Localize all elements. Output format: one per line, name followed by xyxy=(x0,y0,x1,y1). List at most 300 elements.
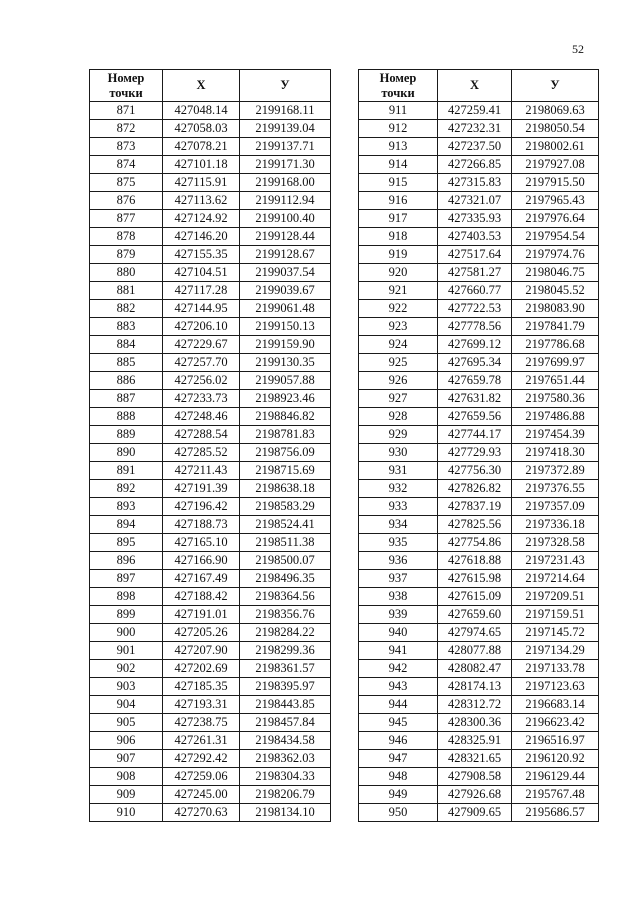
cell-x: 427292.42 xyxy=(163,750,240,768)
cell-x: 428325.91 xyxy=(438,732,512,750)
cell-y: 2196516.97 xyxy=(512,732,599,750)
table-row xyxy=(90,264,331,282)
cell-x: 427659.56 xyxy=(438,408,512,426)
cell-point-number: 944 xyxy=(359,696,438,714)
table-header-row xyxy=(359,70,599,102)
cell-point-number: 887 xyxy=(90,390,163,408)
cell-x: 427232.31 xyxy=(438,120,512,138)
cell-point-number: 885 xyxy=(90,354,163,372)
cell-x: 428082.47 xyxy=(438,660,512,678)
cell-y: 2197580.36 xyxy=(512,390,599,408)
cell-y: 2197954.54 xyxy=(512,228,599,246)
cell-x: 427196.42 xyxy=(163,498,240,516)
cell-y: 2195686.57 xyxy=(512,804,599,822)
cell-y: 2198395.97 xyxy=(240,678,331,696)
table-row xyxy=(90,138,331,156)
cell-point-number: 905 xyxy=(90,714,163,732)
cell-y: 2198434.58 xyxy=(240,732,331,750)
cell-y: 2198923.46 xyxy=(240,390,331,408)
cell-x: 427259.06 xyxy=(163,768,240,786)
cell-point-number: 925 xyxy=(359,354,438,372)
cell-point-number: 942 xyxy=(359,660,438,678)
cell-y: 2197699.97 xyxy=(512,354,599,372)
table-row xyxy=(359,390,599,408)
table-row xyxy=(90,804,331,822)
cell-x: 427248.46 xyxy=(163,408,240,426)
table-row xyxy=(90,192,331,210)
table-row xyxy=(90,282,331,300)
cell-point-number: 927 xyxy=(359,390,438,408)
cell-point-number: 871 xyxy=(90,102,163,120)
cell-point-number: 935 xyxy=(359,534,438,552)
coordinates-table-left xyxy=(89,69,331,822)
table-row xyxy=(359,516,599,534)
cell-x: 427403.53 xyxy=(438,228,512,246)
cell-y: 2199130.35 xyxy=(240,354,331,372)
cell-x: 427826.82 xyxy=(438,480,512,498)
cell-point-number: 876 xyxy=(90,192,163,210)
cell-point-number: 902 xyxy=(90,660,163,678)
table-row xyxy=(359,570,599,588)
cell-x: 428321.65 xyxy=(438,750,512,768)
cell-point-number: 936 xyxy=(359,552,438,570)
cell-y: 2198045.52 xyxy=(512,282,599,300)
cell-point-number: 893 xyxy=(90,498,163,516)
cell-x: 427660.77 xyxy=(438,282,512,300)
cell-point-number: 930 xyxy=(359,444,438,462)
table-row xyxy=(359,120,599,138)
cell-point-number: 896 xyxy=(90,552,163,570)
table-row xyxy=(359,606,599,624)
cell-point-number: 892 xyxy=(90,480,163,498)
cell-x: 427615.98 xyxy=(438,570,512,588)
cell-x: 427144.95 xyxy=(163,300,240,318)
cell-x: 428077.88 xyxy=(438,642,512,660)
cell-y: 2197159.51 xyxy=(512,606,599,624)
cell-point-number: 911 xyxy=(359,102,438,120)
table-row xyxy=(359,534,599,552)
table-row xyxy=(359,462,599,480)
table-row xyxy=(359,174,599,192)
cell-point-number: 950 xyxy=(359,804,438,822)
table-row xyxy=(90,120,331,138)
cell-y: 2197372.89 xyxy=(512,462,599,480)
table-row xyxy=(90,534,331,552)
table-row xyxy=(359,588,599,606)
cell-y: 2197974.76 xyxy=(512,246,599,264)
cell-y: 2196120.92 xyxy=(512,750,599,768)
cell-y: 2198364.56 xyxy=(240,588,331,606)
cell-x: 427754.86 xyxy=(438,534,512,552)
cell-x: 427202.69 xyxy=(163,660,240,678)
table-row xyxy=(90,624,331,642)
table-row xyxy=(90,696,331,714)
table-row xyxy=(90,390,331,408)
cell-y: 2199128.67 xyxy=(240,246,331,264)
table-row xyxy=(359,714,599,732)
cell-point-number: 912 xyxy=(359,120,438,138)
cell-point-number: 928 xyxy=(359,408,438,426)
cell-point-number: 906 xyxy=(90,732,163,750)
cell-y: 2199171.30 xyxy=(240,156,331,174)
cell-point-number: 898 xyxy=(90,588,163,606)
cell-x: 428300.36 xyxy=(438,714,512,732)
cell-x: 427659.60 xyxy=(438,606,512,624)
table-row xyxy=(359,354,599,372)
cell-point-number: 903 xyxy=(90,678,163,696)
cell-x: 427315.83 xyxy=(438,174,512,192)
cell-x: 427101.18 xyxy=(163,156,240,174)
table-row xyxy=(90,372,331,390)
cell-y: 2199150.13 xyxy=(240,318,331,336)
cell-x: 427188.42 xyxy=(163,588,240,606)
table-row xyxy=(359,480,599,498)
cell-point-number: 949 xyxy=(359,786,438,804)
cell-point-number: 926 xyxy=(359,372,438,390)
cell-y: 2197145.72 xyxy=(512,624,599,642)
cell-point-number: 918 xyxy=(359,228,438,246)
cell-x: 427191.01 xyxy=(163,606,240,624)
cell-y: 2197134.29 xyxy=(512,642,599,660)
cell-x: 427166.90 xyxy=(163,552,240,570)
cell-point-number: 946 xyxy=(359,732,438,750)
table-row xyxy=(359,498,599,516)
table-row xyxy=(359,192,599,210)
cell-x: 427233.73 xyxy=(163,390,240,408)
cell-x: 427115.91 xyxy=(163,174,240,192)
cell-point-number: 897 xyxy=(90,570,163,588)
cell-point-number: 900 xyxy=(90,624,163,642)
cell-point-number: 919 xyxy=(359,246,438,264)
cell-y: 2198361.57 xyxy=(240,660,331,678)
table-row xyxy=(359,732,599,750)
table-row xyxy=(359,552,599,570)
cell-y: 2199139.04 xyxy=(240,120,331,138)
table-row xyxy=(90,336,331,354)
cell-y: 2198524.41 xyxy=(240,516,331,534)
cell-y: 2196683.14 xyxy=(512,696,599,714)
cell-x: 427185.35 xyxy=(163,678,240,696)
cell-point-number: 879 xyxy=(90,246,163,264)
cell-y: 2199037.54 xyxy=(240,264,331,282)
cell-point-number: 888 xyxy=(90,408,163,426)
cell-x: 427744.17 xyxy=(438,426,512,444)
cell-x: 427581.27 xyxy=(438,264,512,282)
cell-x: 427631.82 xyxy=(438,390,512,408)
cell-y: 2199168.00 xyxy=(240,174,331,192)
cell-y: 2197651.44 xyxy=(512,372,599,390)
cell-x: 427211.43 xyxy=(163,462,240,480)
header-x: X xyxy=(438,70,512,102)
cell-point-number: 938 xyxy=(359,588,438,606)
table-row xyxy=(359,624,599,642)
table-row xyxy=(90,714,331,732)
cell-point-number: 908 xyxy=(90,768,163,786)
cell-y: 2198846.82 xyxy=(240,408,331,426)
table-row xyxy=(90,516,331,534)
cell-x: 427048.14 xyxy=(163,102,240,120)
cell-y: 2197376.55 xyxy=(512,480,599,498)
cell-point-number: 881 xyxy=(90,282,163,300)
cell-y: 2197841.79 xyxy=(512,318,599,336)
cell-x: 427825.56 xyxy=(438,516,512,534)
cell-y: 2198362.03 xyxy=(240,750,331,768)
table-row xyxy=(90,732,331,750)
cell-point-number: 901 xyxy=(90,642,163,660)
cell-x: 427117.28 xyxy=(163,282,240,300)
cell-x: 427756.30 xyxy=(438,462,512,480)
table-row xyxy=(359,282,599,300)
cell-y: 2198284.22 xyxy=(240,624,331,642)
cell-x: 427259.41 xyxy=(438,102,512,120)
table-row xyxy=(359,300,599,318)
table-row xyxy=(90,444,331,462)
cell-point-number: 943 xyxy=(359,678,438,696)
cell-point-number: 910 xyxy=(90,804,163,822)
table-row xyxy=(359,156,599,174)
cell-y: 2197915.50 xyxy=(512,174,599,192)
cell-x: 427699.12 xyxy=(438,336,512,354)
cell-x: 427193.31 xyxy=(163,696,240,714)
cell-y: 2197976.64 xyxy=(512,210,599,228)
cell-x: 427238.75 xyxy=(163,714,240,732)
table-row xyxy=(359,264,599,282)
cell-x: 427229.67 xyxy=(163,336,240,354)
cell-point-number: 913 xyxy=(359,138,438,156)
table-row xyxy=(359,138,599,156)
table-row xyxy=(90,768,331,786)
cell-point-number: 889 xyxy=(90,426,163,444)
table-row xyxy=(90,552,331,570)
header-point-line1: Номер xyxy=(107,70,145,85)
cell-y: 2198304.33 xyxy=(240,768,331,786)
cell-point-number: 939 xyxy=(359,606,438,624)
table-row xyxy=(90,318,331,336)
table-row xyxy=(359,750,599,768)
cell-y: 2198583.29 xyxy=(240,498,331,516)
cell-x: 427207.90 xyxy=(163,642,240,660)
table-row xyxy=(90,606,331,624)
table-row xyxy=(90,246,331,264)
cell-point-number: 932 xyxy=(359,480,438,498)
table-row xyxy=(90,642,331,660)
cell-point-number: 931 xyxy=(359,462,438,480)
cell-y: 2199112.94 xyxy=(240,192,331,210)
cell-x: 427245.00 xyxy=(163,786,240,804)
cell-y: 2198046.75 xyxy=(512,264,599,282)
cell-y: 2198083.90 xyxy=(512,300,599,318)
cell-point-number: 882 xyxy=(90,300,163,318)
table-row xyxy=(90,174,331,192)
cell-x: 427078.21 xyxy=(163,138,240,156)
table-row xyxy=(90,480,331,498)
cell-point-number: 878 xyxy=(90,228,163,246)
cell-point-number: 872 xyxy=(90,120,163,138)
cell-point-number: 933 xyxy=(359,498,438,516)
table-row xyxy=(90,750,331,768)
cell-point-number: 941 xyxy=(359,642,438,660)
cell-point-number: 929 xyxy=(359,426,438,444)
cell-x: 427237.50 xyxy=(438,138,512,156)
cell-y: 2196129.44 xyxy=(512,768,599,786)
cell-y: 2197418.30 xyxy=(512,444,599,462)
cell-y: 2197209.51 xyxy=(512,588,599,606)
table-row xyxy=(359,444,599,462)
cell-point-number: 924 xyxy=(359,336,438,354)
table-row xyxy=(90,300,331,318)
header-x: X xyxy=(163,70,240,102)
cell-y: 2197214.64 xyxy=(512,570,599,588)
cell-x: 427206.10 xyxy=(163,318,240,336)
cell-x: 427335.93 xyxy=(438,210,512,228)
cell-y: 2197357.09 xyxy=(512,498,599,516)
cell-x: 427837.19 xyxy=(438,498,512,516)
header-point-line2: точки xyxy=(109,85,143,100)
cell-y: 2195767.48 xyxy=(512,786,599,804)
cell-point-number: 873 xyxy=(90,138,163,156)
cell-point-number: 884 xyxy=(90,336,163,354)
cell-y: 2198443.85 xyxy=(240,696,331,714)
cell-y: 2197927.08 xyxy=(512,156,599,174)
cell-point-number: 916 xyxy=(359,192,438,210)
cell-x: 427695.34 xyxy=(438,354,512,372)
table-row xyxy=(90,156,331,174)
table-row xyxy=(359,408,599,426)
cell-y: 2198511.38 xyxy=(240,534,331,552)
cell-y: 2199061.48 xyxy=(240,300,331,318)
cell-point-number: 947 xyxy=(359,750,438,768)
cell-y: 2199057.88 xyxy=(240,372,331,390)
cell-point-number: 934 xyxy=(359,516,438,534)
cell-y: 2199128.44 xyxy=(240,228,331,246)
cell-point-number: 874 xyxy=(90,156,163,174)
cell-x: 427618.88 xyxy=(438,552,512,570)
cell-point-number: 922 xyxy=(359,300,438,318)
cell-x: 427261.31 xyxy=(163,732,240,750)
page-number: 52 xyxy=(572,42,584,56)
cell-x: 427321.07 xyxy=(438,192,512,210)
table-row xyxy=(90,498,331,516)
cell-point-number: 915 xyxy=(359,174,438,192)
table-row xyxy=(90,588,331,606)
cell-x: 427191.39 xyxy=(163,480,240,498)
cell-x: 427270.63 xyxy=(163,804,240,822)
cell-y: 2199168.11 xyxy=(240,102,331,120)
cell-y: 2198134.10 xyxy=(240,804,331,822)
cell-x: 427188.73 xyxy=(163,516,240,534)
cell-point-number: 945 xyxy=(359,714,438,732)
cell-y: 2199137.71 xyxy=(240,138,331,156)
cell-x: 428174.13 xyxy=(438,678,512,696)
header-point-line1: Номер xyxy=(379,70,417,85)
cell-point-number: 883 xyxy=(90,318,163,336)
cell-y: 2198069.63 xyxy=(512,102,599,120)
cell-y: 2198002.61 xyxy=(512,138,599,156)
cell-x: 427722.53 xyxy=(438,300,512,318)
cell-y: 2198500.07 xyxy=(240,552,331,570)
cell-point-number: 948 xyxy=(359,768,438,786)
cell-x: 427205.26 xyxy=(163,624,240,642)
cell-x: 427909.65 xyxy=(438,804,512,822)
table-row xyxy=(359,102,599,120)
table-row xyxy=(90,462,331,480)
cell-point-number: 880 xyxy=(90,264,163,282)
cell-y: 2198638.18 xyxy=(240,480,331,498)
cell-y: 2197486.88 xyxy=(512,408,599,426)
cell-x: 427615.09 xyxy=(438,588,512,606)
cell-point-number: 895 xyxy=(90,534,163,552)
table-row xyxy=(90,354,331,372)
cell-y: 2197231.43 xyxy=(512,552,599,570)
cell-point-number: 940 xyxy=(359,624,438,642)
table-header-row xyxy=(90,70,331,102)
cell-point-number: 917 xyxy=(359,210,438,228)
cell-x: 427729.93 xyxy=(438,444,512,462)
table-row xyxy=(359,696,599,714)
table-row xyxy=(90,408,331,426)
cell-point-number: 886 xyxy=(90,372,163,390)
cell-x: 427285.52 xyxy=(163,444,240,462)
cell-point-number: 890 xyxy=(90,444,163,462)
table-row xyxy=(359,786,599,804)
cell-point-number: 904 xyxy=(90,696,163,714)
cell-x: 427104.51 xyxy=(163,264,240,282)
cell-point-number: 875 xyxy=(90,174,163,192)
header-y: У xyxy=(512,70,599,102)
table-row xyxy=(359,642,599,660)
table-row xyxy=(359,768,599,786)
table-row xyxy=(90,678,331,696)
cell-x: 427124.92 xyxy=(163,210,240,228)
table-row xyxy=(359,372,599,390)
cell-y: 2199159.90 xyxy=(240,336,331,354)
table-row xyxy=(90,570,331,588)
cell-y: 2197965.43 xyxy=(512,192,599,210)
table-row xyxy=(359,210,599,228)
table-row xyxy=(359,426,599,444)
table-row xyxy=(359,336,599,354)
cell-x: 427926.68 xyxy=(438,786,512,804)
cell-x: 427266.85 xyxy=(438,156,512,174)
cell-x: 427058.03 xyxy=(163,120,240,138)
cell-y: 2198206.79 xyxy=(240,786,331,804)
table-row xyxy=(90,786,331,804)
cell-point-number: 937 xyxy=(359,570,438,588)
table-row xyxy=(90,660,331,678)
cell-point-number: 907 xyxy=(90,750,163,768)
cell-x: 427974.65 xyxy=(438,624,512,642)
cell-x: 427165.10 xyxy=(163,534,240,552)
cell-y: 2196623.42 xyxy=(512,714,599,732)
header-point-number xyxy=(90,70,163,102)
cell-x: 427659.78 xyxy=(438,372,512,390)
cell-x: 427778.56 xyxy=(438,318,512,336)
cell-point-number: 909 xyxy=(90,786,163,804)
table-row xyxy=(359,804,599,822)
cell-y: 2198756.09 xyxy=(240,444,331,462)
table-row xyxy=(90,426,331,444)
header-point-number xyxy=(359,70,438,102)
table-row xyxy=(359,660,599,678)
cell-point-number: 914 xyxy=(359,156,438,174)
cell-x: 427288.54 xyxy=(163,426,240,444)
cell-x: 427257.70 xyxy=(163,354,240,372)
cell-point-number: 920 xyxy=(359,264,438,282)
cell-y: 2199100.40 xyxy=(240,210,331,228)
cell-y: 2198781.83 xyxy=(240,426,331,444)
cell-x: 427908.58 xyxy=(438,768,512,786)
cell-x: 427113.62 xyxy=(163,192,240,210)
